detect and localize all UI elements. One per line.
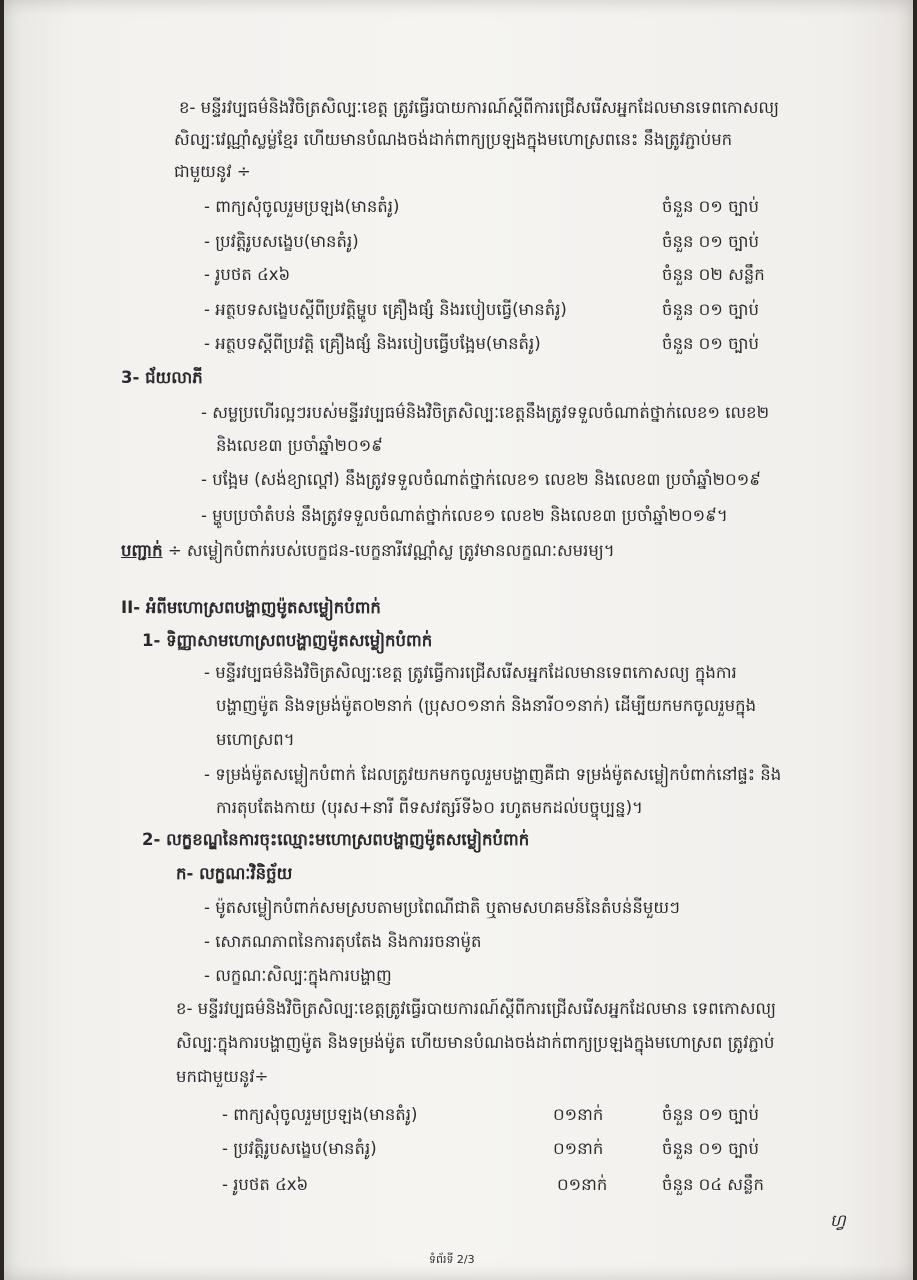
list-item-qty: ០១នាក់	[553, 1105, 604, 1124]
paragraph-line: ជាមួយនូវ ÷	[174, 162, 251, 181]
paragraph-line: និងលេខ៣ ប្រចាំឆ្នាំ២០១៩	[216, 436, 383, 455]
paragraph-line: - ទម្រង់ម៉ូតសម្លៀកបំពាក់ ដែលត្រូវយកមកចូលរួមបង្ហាញគឺជា ទម្រង់ម៉ូតសម្លៀកបំពាក់នៅផ្ទះ និង	[204, 765, 782, 784]
note-line	[121, 540, 615, 562]
handwritten-initials: ហ្វ	[830, 1211, 846, 1230]
list-item: - រូបថត ៤x៦	[222, 1175, 309, 1194]
paragraph-line: - ម្ហូបប្រចាំតំបន់ នឹងត្រូវទទួលចំណាត់ថ្នាក់លេខ១ លេខ២ និងលេខ៣ ប្រចាំឆ្នាំ២០១៩។	[201, 506, 728, 525]
paragraph-line: ខ- មន្ទីរវប្បធម៌និងវិចិត្រសិល្បៈខេត្តត្រូវធ្វើរបាយការណ៍ស្ដីពីការជ្រើសរើសអ្នកដែលមាន ទេពកោសល្យ	[176, 999, 777, 1018]
list-item: - ពាក្យសុំចូលរួមប្រឡង(មានតំរូ)	[222, 1105, 418, 1124]
paragraph-line: - សម្លប្រហើរល្អៗរបស់មន្ទីរវប្បធម៌និងវិចិត្រសិល្បៈខេត្តនឹងត្រូវទទួលចំណាត់ថ្នាក់លេខ១ លេខ២	[201, 403, 770, 422]
list-item-count: ចំនួន ០១ ច្បាប់	[662, 334, 759, 353]
list-item-count: ចំនួន ០១ ច្បាប់	[662, 1139, 759, 1158]
paragraph-line: មកជាមួយនូវ÷	[176, 1067, 269, 1086]
list-item: - អត្ថបទសង្ខេបស្ដីពីប្រវត្តិម្ហូប គ្រឿងផ្សំ និងរបៀបធ្វើ(មានតំរូ)	[204, 300, 567, 319]
page-number: ទំព័រទី 2/3	[429, 1253, 475, 1266]
list-item-qty: ០១នាក់	[557, 1175, 608, 1194]
list-item: - ម៉ូតសម្លៀកបំពាក់សមស្របតាមប្រពៃណីជាតិ ឬតាមសហគមន៍នៃតំបន់នីមួយៗ	[204, 898, 680, 917]
paragraph-line: សិល្បៈវេណ្ណាំស្លម្ល់ខ្មែរ ហើយមានបំណងចង់ដាក់ពាក្យប្រឡងក្នុងមហោស្រពនេះ នឹងត្រូវភ្ជាប់មក	[174, 130, 733, 149]
list-item: - ពាក្យសុំចូលរួមប្រឡង(មានតំរូ)	[204, 197, 400, 216]
list-item: - លក្ខណៈសិល្បៈក្នុងការបង្ហាញ	[204, 966, 392, 985]
criteria-heading: ក- លក្ខណៈវិនិច្ឆ័យ	[176, 864, 293, 883]
document-page	[4, 0, 913, 1280]
list-item-count: ចំនួន ០១ ច្បាប់	[662, 300, 759, 319]
note-label: បញ្ជាក់	[121, 541, 163, 560]
list-item-count: ចំនួន ០៤ សន្លឹក	[662, 1175, 764, 1194]
list-item: - ប្រវត្តិរូបសង្ខេប(មានតំរូ)	[222, 1139, 377, 1158]
subsection-heading: 2- លក្ខខណ្ឌនៃការចុះឈ្មោះមហោស្រពបង្ហាញម៉ូតសម្លៀកបំពាក់	[142, 830, 530, 849]
subsection-heading: 1- ទិញ្ញាសាមហោស្រពបង្ហាញម៉ូតសម្លៀកបំពាក់	[142, 631, 433, 650]
paragraph-line: ខ- មន្ទីរវប្បធម៌និងវិចិត្រសិល្បៈខេត្ត ត្រូវធ្វើរបាយការណ៍ស្ដីពីការជ្រើសរើសអ្នកដែលមានទេពកោសល្យ	[179, 98, 780, 117]
note-text: ÷ សម្លៀកបំពាក់របស់បេក្ខជន-បេក្ខនារីវេណ្ណាំស្ល ត្រូវមានលក្ខណៈសមរម្យ។	[162, 541, 615, 560]
list-item-count: ចំនួន ០១ ច្បាប់	[662, 232, 759, 251]
list-item-count: ចំនួន ០១ ច្បាប់	[662, 1105, 759, 1124]
paragraph-line: ការតុបតែងកាយ (បុរស+នារី ពីទសវត្សរ៍ទី៦០ រហូតមកដល់បច្ចុប្បន្ន)។	[216, 798, 643, 817]
list-item-qty: ០១នាក់	[553, 1139, 604, 1158]
paragraph-line: - មន្ទីរវប្បធម៌និងវិចិត្រសិល្បៈខេត្ត ត្រូវធ្វើការជ្រើសរើសអ្នកដែលមានទេពកោសល្យ ក្នុងការ	[204, 663, 737, 682]
paragraph-line: បង្ហាញម៉ូត និងទម្រង់ម៉ូត០២នាក់ (ប្រុស០១នាក់ និងនារី០១នាក់) ដើម្បីយកមកចូលរួមក្នុង	[216, 696, 757, 715]
paragraph-line: - បង្អែម (សង់ខ្យាល្ពៅ) នឹងត្រូវទទួលចំណាត់ថ្នាក់លេខ១ លេខ២ និងលេខ៣ ប្រចាំឆ្នាំ២០១៩	[201, 470, 761, 489]
list-item: - សោភណភាពនៃការតុបតែង និងការរចនាម៉ូត	[204, 932, 482, 951]
list-item: - ប្រវត្តិរូបសង្ខេប(មានតំរូ)	[204, 232, 359, 251]
section-heading: II- អំពីមហោស្រពបង្ហាញម៉ូតសម្លៀកបំពាក់	[121, 598, 381, 617]
section-heading: 3- ជ័យលាភី	[121, 368, 203, 387]
list-item-count: ចំនួន ០២ សន្លឹក	[662, 265, 765, 284]
paragraph-line: មហោស្រព។	[216, 730, 295, 749]
list-item: - អត្ថបទស្ដីពីប្រវត្តិ គ្រឿងផ្សំ និងរបៀបធ្វើបង្អែម(មានតំរូ)	[204, 334, 541, 353]
list-item: - រូបថត ៤x៦	[204, 265, 291, 284]
paragraph-line: សិល្បៈក្នុងការបង្ហាញម៉ូត និងទម្រង់ម៉ូត ហើយមានបំណងចង់ដាក់ពាក្យប្រឡងក្នុងមហោស្រព ត្រូវភ្ជាប់	[176, 1033, 775, 1052]
list-item-count: ចំនួន ០១ ច្បាប់	[662, 197, 759, 216]
